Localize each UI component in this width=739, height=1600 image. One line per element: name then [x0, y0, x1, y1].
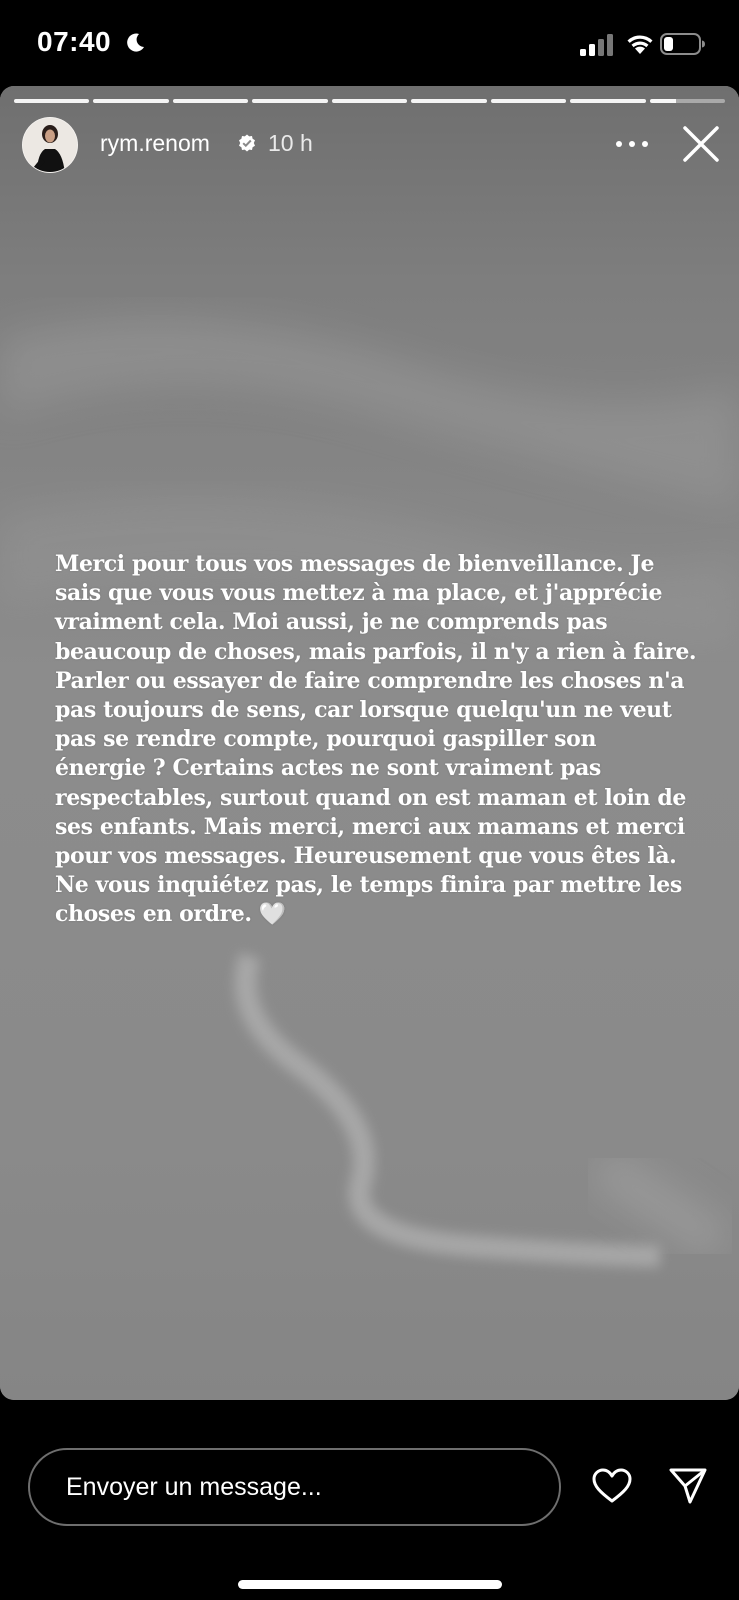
story-text-line: pas toujours de sens, car lorsque quelqu'un ne veut — [55, 697, 672, 724]
send-direct-icon[interactable] — [668, 1467, 708, 1505]
story-text-line: beaucoup de choses, mais parfois, il n'y a rien à faire. — [55, 638, 697, 665]
progress-segment — [173, 99, 248, 103]
status-time: 07:40 — [37, 26, 112, 57]
message-placeholder: Envoyer un message... — [66, 1473, 322, 1501]
story-progress-bar — [14, 99, 725, 103]
like-heart-icon[interactable] — [592, 1468, 632, 1504]
avatar[interactable] — [22, 117, 78, 173]
progress-segment — [14, 99, 89, 103]
story-text-line: choses en ordre. 🤍 — [55, 901, 286, 928]
moon-icon — [124, 32, 146, 54]
story-viewer[interactable] — [0, 86, 739, 1400]
story-text-line: Parler ou essayer de faire comprendre les choses n'a — [55, 667, 685, 694]
status-bar — [0, 0, 739, 88]
close-icon[interactable] — [681, 124, 721, 164]
story-text-line: sais que vous vous mettez à ma place, et j'apprécie — [55, 580, 663, 607]
send-message-input[interactable] — [28, 1448, 561, 1526]
story-time-ago: 10 h — [268, 130, 313, 156]
verified-badge-icon — [238, 134, 256, 152]
progress-segment — [650, 99, 725, 103]
progress-segment — [491, 99, 566, 103]
story-text-line: respectables, surtout quand on est maman et loin de — [55, 784, 686, 811]
more-options-icon[interactable] — [614, 134, 650, 154]
progress-segment — [332, 99, 407, 103]
story-text-line: Ne vous inquiétez pas, le temps finira par mettre les — [55, 872, 682, 899]
progress-segment — [570, 99, 645, 103]
story-text — [55, 550, 715, 930]
reply-bar — [0, 1400, 739, 1600]
progress-segment — [93, 99, 168, 103]
story-header — [0, 114, 739, 174]
home-indicator[interactable] — [238, 1580, 502, 1589]
story-text-line: énergie ? Certains actes ne sont vraiment pas — [55, 755, 601, 782]
story-text-line: pas se rendre compte, pourquoi gaspiller son — [55, 726, 597, 753]
story-text-line: Merci pour tous vos messages de bienveillance. Je — [55, 551, 655, 577]
story-text-line: vraiment cela. Moi aussi, je ne comprends pas — [55, 609, 608, 636]
story-username[interactable]: rym.renom — [100, 130, 210, 156]
wifi-icon — [626, 32, 654, 56]
signal-icon — [580, 34, 616, 56]
progress-segment — [252, 99, 327, 103]
story-text-line: ses enfants. Mais merci, merci aux mamans et merci — [55, 813, 685, 840]
story-text-line: pour vos messages. Heureusement que vous êtes là. — [55, 843, 677, 870]
progress-segment — [411, 99, 486, 103]
battery-icon — [660, 33, 706, 55]
